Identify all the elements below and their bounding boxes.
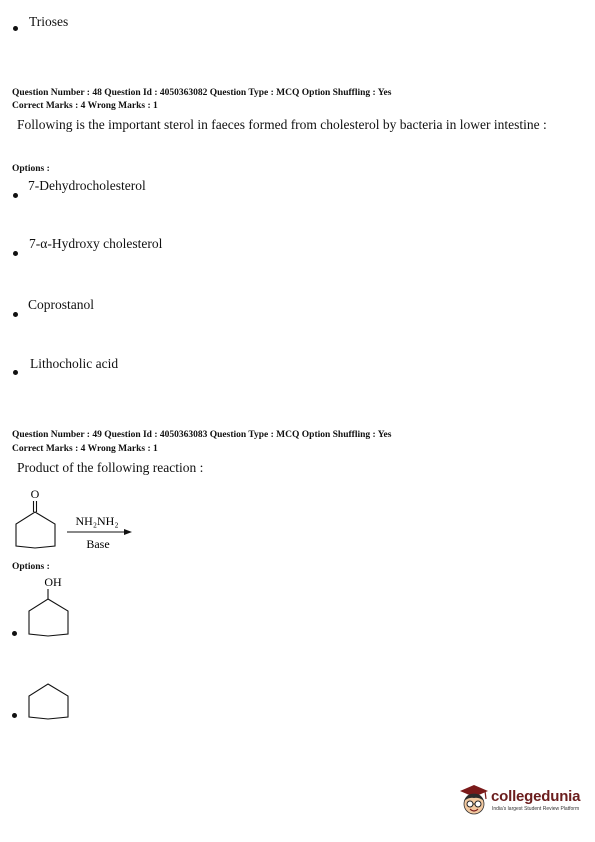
option-bullet [13, 251, 18, 256]
question-49-option-1-structure [26, 572, 76, 638]
cyclohexanol-ring [29, 599, 68, 636]
reaction-scheme [10, 482, 150, 554]
carbonyl-oxygen-label: O [30, 487, 40, 501]
cyclohexane-ring [29, 684, 68, 719]
question-49-option-2-structure [26, 682, 76, 722]
question-48-option-4: Lithocholic acid [30, 356, 119, 371]
question-48-text: Following is the important sterol in faeces formed from cholesterol by bacteria in lower intestine : [17, 117, 547, 132]
option-bullet [13, 26, 18, 31]
question-48-meta: Question Number : 48 Question Id : 4050363082 Question Type : MCQ Option Shuffling : Yes [12, 88, 392, 98]
reaction-arrow-head [124, 529, 132, 535]
option-bullet [12, 713, 17, 718]
collegedunia-logo [457, 782, 587, 822]
reagent-bottom: Base [86, 537, 110, 551]
question-48-option-1: 7-Dehydrocholesterol [28, 178, 146, 193]
hydroxyl-label: OH [44, 575, 62, 589]
option-bullet [12, 631, 17, 636]
mascot-icon [457, 782, 491, 820]
option-bullet [13, 193, 18, 198]
brand-name: collegedunia [491, 788, 581, 805]
option-bullet [13, 370, 18, 375]
question-48-option-3: Coprostanol [28, 297, 94, 312]
brand-tagline: India's largest Student Review Platform [492, 806, 580, 812]
option-trioses: Trioses [29, 14, 69, 29]
question-49-options-label: Options : [12, 562, 50, 572]
cyclohexanone-ring [16, 512, 55, 548]
reagent-top: NH₂NH₂ [75, 514, 119, 528]
question-49-meta: Question Number : 49 Question Id : 4050363083 Question Type : MCQ Option Shuffling : Yes [12, 430, 392, 440]
question-48-option-2: 7-α-Hydroxy cholesterol [29, 236, 163, 251]
question-49-text: Product of the following reaction : [17, 460, 204, 475]
question-49-marks: Correct Marks : 4 Wrong Marks : 1 [12, 444, 158, 454]
option-bullet [13, 312, 18, 317]
question-48-marks: Correct Marks : 4 Wrong Marks : 1 [12, 101, 158, 111]
question-48-options-label: Options : [12, 164, 50, 174]
